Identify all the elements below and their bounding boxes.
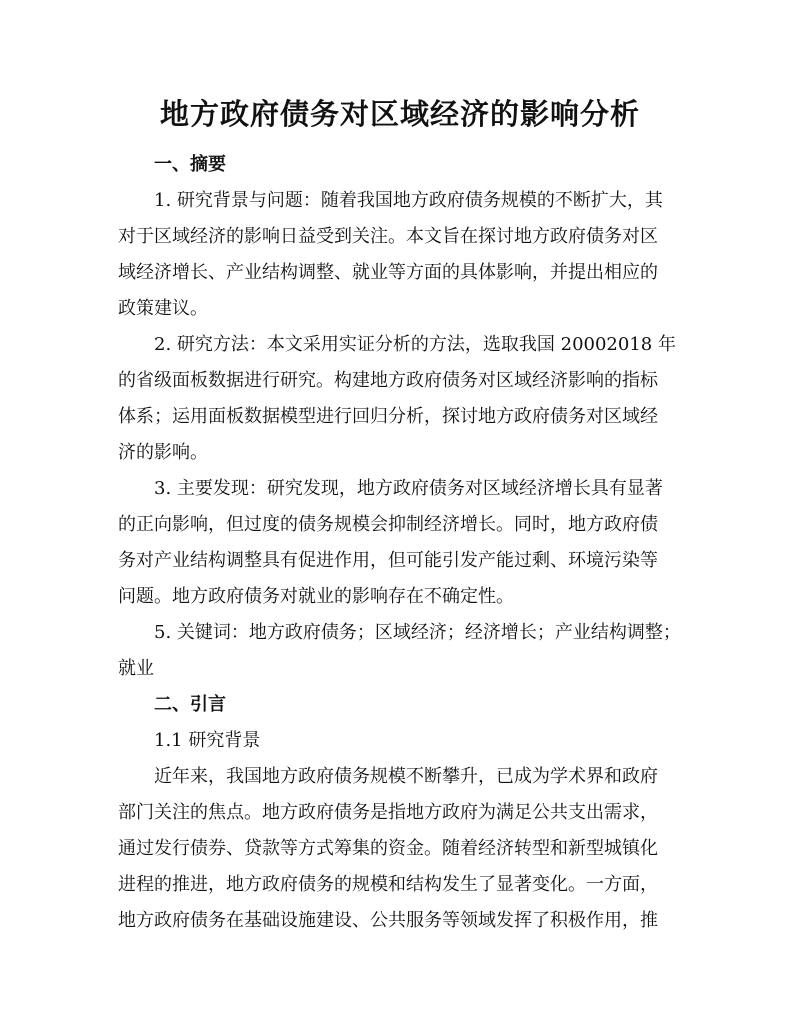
abstract-line: 2. 研究方法：本文采用实证分析的方法，选取我国 20002018 年 bbox=[154, 334, 676, 355]
intro-line: 地方政府债务在基础设施建设、公共服务等领域发挥了积极作用，推 bbox=[118, 910, 658, 931]
abstract-line: 对于区域经济的影响日益受到关注。本文旨在探讨地方政府债务对区 bbox=[118, 226, 658, 247]
intro-line: 部门关注的焦点。地方政府债务是指地方政府为满足公共支出需求， bbox=[118, 802, 658, 823]
abstract-line: 1. 研究背景与问题：随着我国地方政府债务规模的不断扩大，其 bbox=[154, 190, 663, 211]
subsection-heading: 1.1 研究背景 bbox=[154, 730, 261, 751]
intro-line: 通过发行债券、贷款等方式筹集的资金。随着经济转型和新型城镇化 bbox=[118, 838, 658, 859]
section-heading-abstract: 一、摘要 bbox=[154, 154, 226, 175]
section-heading-introduction: 二、引言 bbox=[154, 694, 226, 715]
abstract-line: 的省级面板数据进行研究。构建地方政府债务对区域经济影响的指标 bbox=[118, 370, 658, 391]
intro-line: 近年来，我国地方政府债务规模不断攀升，已成为学术界和政府 bbox=[154, 766, 658, 787]
abstract-line: 济的影响。 bbox=[118, 442, 208, 463]
abstract-line: 域经济增长、产业结构调整、就业等方面的具体影响，并提出相应的 bbox=[118, 262, 658, 283]
abstract-line: 政策建议。 bbox=[118, 298, 208, 319]
document-title: 地方政府债务对区域经济的影响分析 bbox=[159, 97, 640, 131]
keywords-line: 就业 bbox=[118, 658, 154, 679]
abstract-line: 务对产业结构调整具有促进作用，但可能引发产能过剩、环境污染等 bbox=[118, 550, 658, 571]
abstract-line: 体系；运用面板数据模型进行回归分析，探讨地方政府债务对区域经 bbox=[118, 406, 658, 427]
abstract-line: 3. 主要发现：研究发现，地方政府债务对区域经济增长具有显著 bbox=[154, 478, 663, 499]
intro-line: 进程的推进，地方政府债务的规模和结构发生了显著变化。一方面， bbox=[118, 874, 658, 895]
abstract-line: 的正向影响，但过度的债务规模会抑制经济增长。同时，地方政府债 bbox=[118, 514, 658, 535]
keywords-line: 5. 关键词：地方政府债务；区域经济；经济增长；产业结构调整； bbox=[154, 622, 681, 643]
abstract-line: 问题。地方政府债务对就业的影响存在不确定性。 bbox=[118, 586, 514, 607]
